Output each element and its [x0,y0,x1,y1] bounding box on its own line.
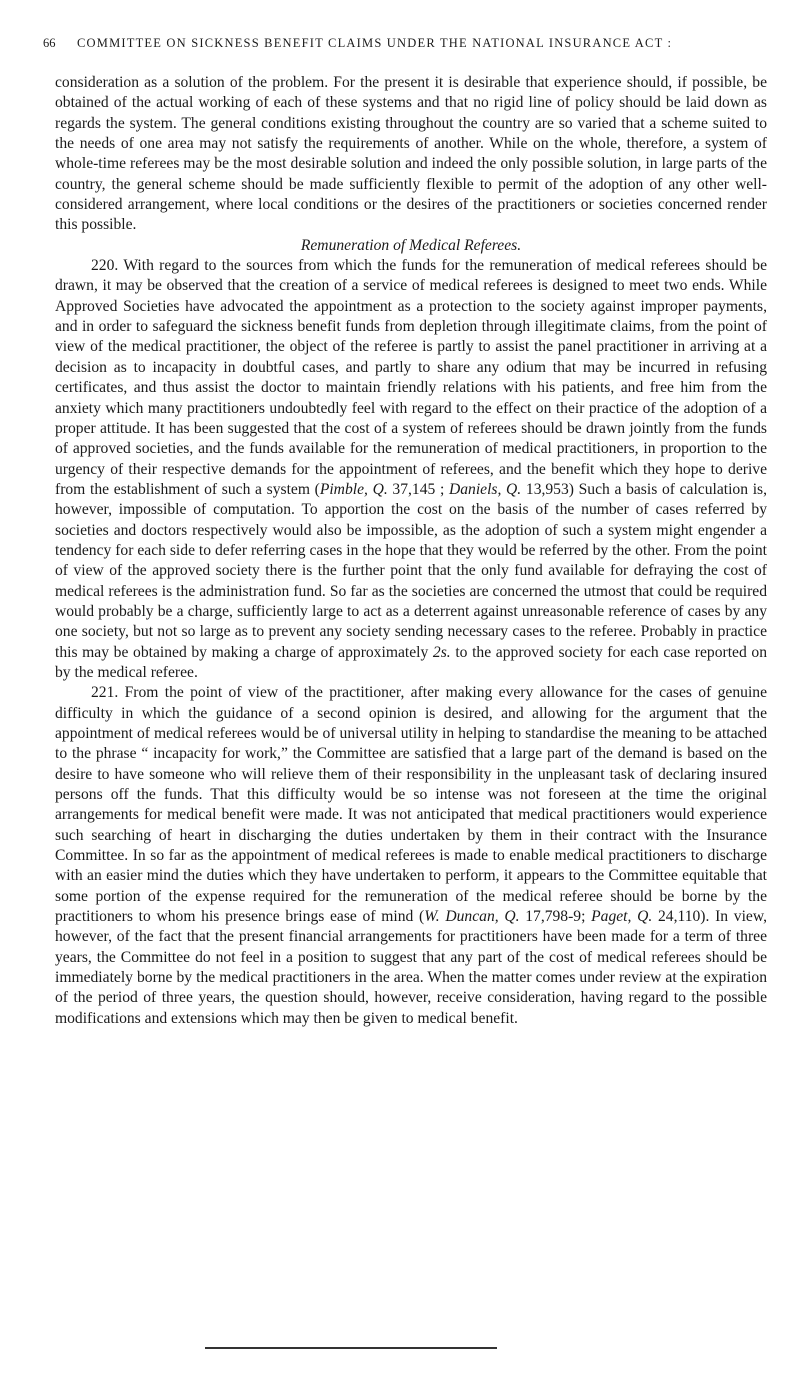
paragraph-220-text-d: to the approved society for each case reported on by the medical referee. [55,643,768,681]
end-rule [205,1347,497,1349]
running-head-title: COMMITTEE ON SICKNESS BENEFIT CLAIMS UNDER THE NATIONAL INSURANCE ACT : [77,36,673,50]
paragraph-221-text-c: 24,110). In view, however, of the fact that the present financial arrangements for practitioners have been made for a term of three years, the Committee do not feel in a position to suggest that any part of the cost of medical referees should be immediately borne by the medical practitioners in the area. When the matter comes under review at the expiration of the period of three years, the question should, however, receive consideration, having regard to the possible modifications and extensions which may then be given to medical benefit. [55,908,767,1027]
citation-pimble: Pimble, Q. [319,480,388,498]
page-number: 66 [43,36,56,50]
paragraph-220-text-a: 220. With regard to the sources from which the funds for the remuneration of medical referees should be drawn, it may be observed that the creation of a service of medical referees is designed to meet two ends. While Approved Societies have advocated the appointment as a protection to the society against improper payments, and in order to safeguard the sickness benefit funds from depletion through illegitimate claims, from the point of view of the medical practitioner, the object of the referee is partly to assist the panel practitioner in arriving at a decision as to incapacity in doubtful cases, and partly to share any odium that may be incurred in refusing certificates, and thus assist the doctor to maintain friendly relations with his patients, and free him from the anxiety which many practitioners undoubtedly feel with regard to the effect on their practice of the adoption of a proper attitude. It has been suggested that the cost of a system of referees should be drawn jointly from the funds of approved societies, and the funds available for the remuneration of medical practitioners, in proportion to the urgency of their respective demands for the appointment of referees, and the benefit which they hope to derive from the establishment of such a system ( [55,257,767,498]
paragraph-221 [55,683,767,1029]
citation-paget: Paget, Q. [591,908,653,926]
body-text [55,73,767,1029]
section-heading: Remuneration of Medical Referees. [300,236,522,254]
paragraph-220-text-c: 13,953) Such a basis of calculation is, however, impossible of computation. To apportion the cost on the basis of the number of cases referred by societies and doctors respectively would also be impossible, as the adoption of such a system might engender a tendency for each side to defer referring cases in the hope that they would be referred by the other. From the point of view of the approved society there is the further point that the only fund available for defraying the cost of medical referees is the administration fund. So far as the societies are concerned the utmost that could be required would probably be a charge, sufficiently large to act as a deterrent against unreasonable reference of cases by any one society, but not so large as to prevent any society sending necessary cases to the referee. Probably in practice this may be obtained by making a charge of approximately [55,480,767,661]
paragraph-221-text-b: 17,798-9; [519,908,592,926]
paragraph-221-text-a: 221. From the point of view of the practitioner, after making every allowance for the cases of genuine difficulty in which the guidance of a second opinion is desired, and allowing for the argument that the appointment of medical referees would be of universal utility in helping to standardise the meaning to be attached to the phrase “ incapacity for work,” the Committee are satisfied that a large part of the demand is based on the desire to have someone who will relieve them of their responsibility in the unpleasant task of declaring insured persons off the funds. That this difficulty would be so intense was not foreseen at the time the original arrangements for medical benefit were made. It was not anticipated that medical practitioners would experience such searching of heart in discharging the duties undertaken by them in their contract with the Insurance Committee. In so far as the appointment of medical referees is made to enable medical practitioners to discharge with an easier mind the duties which they have undertaken to perform, it appears to the Committee equitable that some portion of the expense required for the remuneration of the medical referee should be borne by the practitioners to whom his presence brings ease of mind ( [55,684,767,926]
paragraph-continuation: consideration as a solution of the problem. For the present it is desirable that experience should, if possible, be obtained of the actual working of each of these systems and that no rigid line of policy should be laid down as regards the system. The general conditions existing throughout the country are so varied that a scheme suited to the needs of one area may not satisfy the requirements of another. While on the whole, therefore, a system of whole-time referees may be the most desirable solution and indeed the only possible solution, in large parts of the country, the general scheme should be made sufficiently flexible to permit of the adoption of any other well-considered arrangement, where local conditions or the desires of the practitioners or societies concerned render this possible. [55,74,767,234]
paragraph-220 [55,256,767,683]
citation-duncan: W. Duncan, Q. [424,908,520,926]
paragraph-220-text-b: 37,145 ; [387,480,449,498]
amount-shillings: 2s. [432,643,451,661]
citation-daniels: Daniels, Q. [448,480,522,498]
